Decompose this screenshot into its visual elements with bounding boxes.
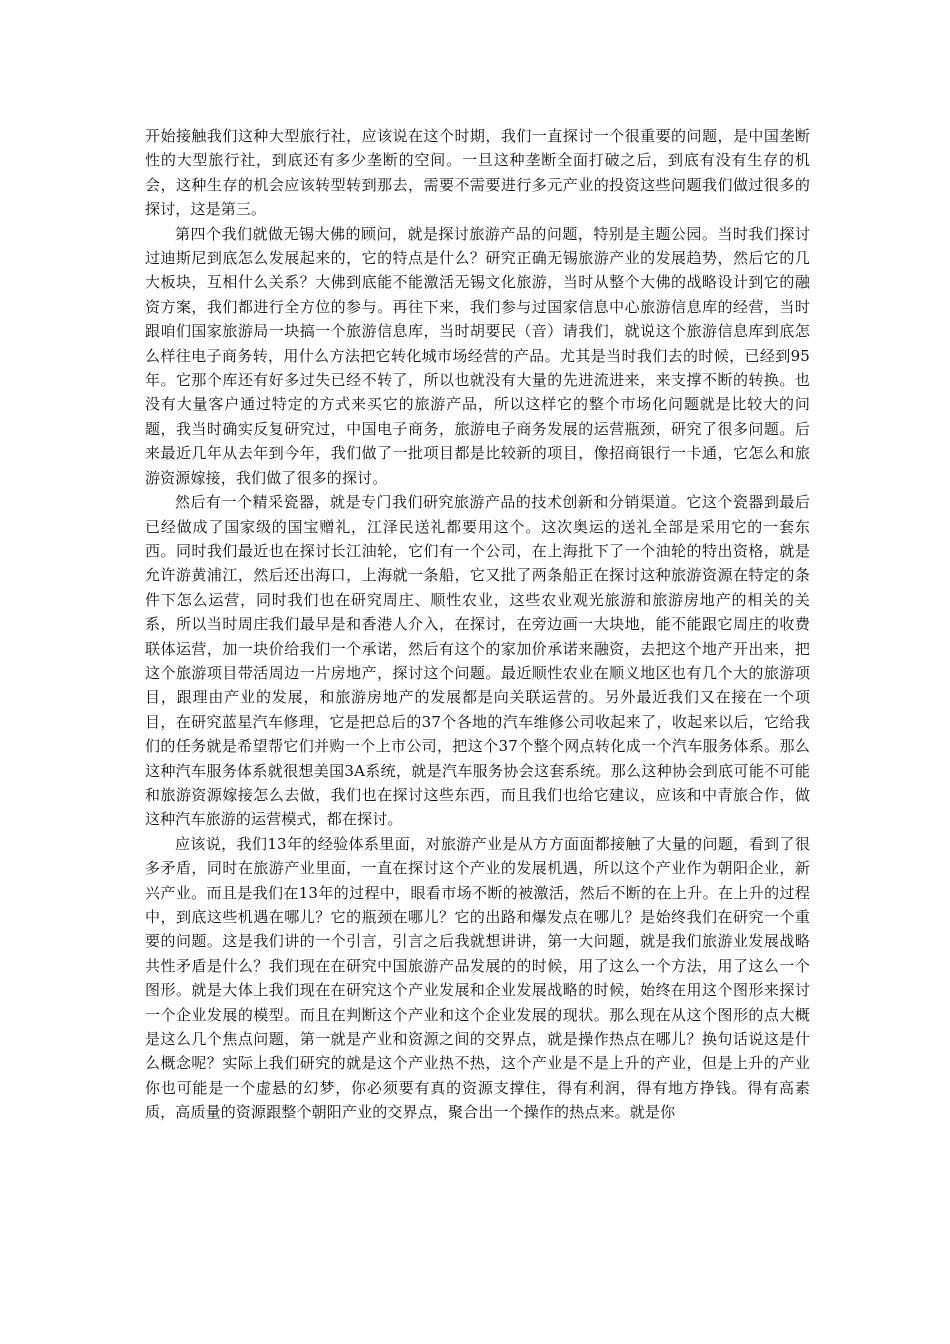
document-body — [145, 124, 810, 1125]
paragraph-3: 然后有一个精采瓷器，就是专门我们研究旅游产品的技术创新和分销渠道。它这个瓷器到最后已经做成了国家级的国宝赠礼，江泽民送礼都要用这个。这次奥运的送礼全部是采用它的一套东西。同时我们最近也在探讨长江油轮，它们有一个公司，在上海批下了一个油轮的特出资格，就是允许游黄浦江，然后还出海口，上海就一条船，它又批了两条船正在探讨这种旅游资源在特定的条件下怎么运营，同时我们也在研究周庄、顺性农业，这些农业观光旅游和旅游房地产的相关的关系，所以当时周庄我们最早是和香港人介入，在探讨，在旁边画一大块地，能不能跟它周庄的收费联体运营，加一块价给我们一个承诺，然后有这个的家加价承诺来融资，去把这个地产开出来，把这个旅游项目带活周边一片房地产，探讨这个问题。最近顺性农业在顺义地区也有几个大的旅游项目，跟理由产业的发展，和旅游房地产的发展都是向关联运营的。另外最近我们又在接在一个项目，在研究蓝星汽车修理，它是把总后的37个各地的汽车维修公司收起来了，收起来以后，它给我们的任务就是希望帮它们并购一个上市公司，把这个37个整个网点转化成一个汽车服务体系。那么这种汽车服务体系就很想美国3A系统，就是汽车服务协会这套系统。那么这种协会到底可能不可能和旅游资源嫁接怎么去做，我们也在探讨这些东西，而且我们也给它建议，应该和中青旅合作，做这种汽车旅游的运营模式，都在探讨。 — [145, 493, 810, 829]
paragraph-4: 应该说，我们13年的经验体系里面，对旅游产业是从方方面面都接触了大量的问题，看到了很多矛盾，同时在旅游产业里面，一直在探讨这个产业的发展机遇，所以这个产业作为朝阳企业，新兴产业。而且是我们在13年的过程中，眼看市场不断的被激活，然后不断的在上升。在上升的过程中，到底这些机遇在哪儿？它的瓶颈在哪儿？它的出路和爆发点在哪儿？是始终我们在研究一个重要的问题。这是我们讲的一个引言，引言之后我就想讲讲，第一大问题，就是我们旅游业发展战略共性矛盾是什么？我们现在在研究中国旅游产品发展的的时候，用了这么一个方法，用了这么一个图形。就是大体上我们现在在研究这个产业发展和企业发展战略的时候，始终在用这个图形来探讨一个企业发展的模型。而且在判断这个产业和这个企业发展的现状。那么现在从这个图形的点大概是这么几个焦点问题，第一就是产业和资源之间的交界点，就是操作热点在哪儿？换句话说这是什么概念呢？实际上我们研究的就是这个产业热不热，这个产业是不是上升的产业，但是上升的产业你也可能是一个虚悬的幻梦，你必须要有真的资源支撑住，得有利润，得有地方挣钱。得有高素质，高质量的资源跟整个朝阳产业的交界点，聚合出一个操作的热点来。就是你 — [145, 834, 810, 1122]
paragraph-1: 开始接触我们这种大型旅行社，应该说在这个时期，我们一直探讨一个很重要的问题，是中国垄断性的大型旅行社，到底还有多少垄断的空间。一旦这种垄断全面打破之后，到底有没有生存的机会，这种生存的机会应该转型转到那去，需要不需要进行多元产业的投资这些问题我们做过很多的探讨，这是第三。 — [145, 127, 810, 219]
paragraph-2: 第四个我们就做无锡大佛的顾问，就是探讨旅游产品的问题，特别是主题公园。当时我们探讨过迪斯尼到底怎么发展起来的，它的特点是什么？研究正确无锡旅游产业的发展趋势，然后它的几大板块，互相什么关系？大佛到底能不能激活无锡文化旅游，当时从整个大佛的战略设计到它的融资方案，我们都进行全方位的参与。再往下来，我们参与过国家信息中心旅游信息库的经营，当时跟咱们国家旅游局一块搞一个旅游信息库，当时胡要民（音）请我们，就说这个旅游信息库到底怎么样往电子商务转，用什么方法把它转化城市场经营的产品。尤其是当时我们去的时候，已经到95年。它那个库还有好多过失已经不转了，所以也就没有大量的先进流进来，来支撑不断的转换。也没有大量客户通过特定的方式来买它的旅游产品，所以这样它的整个市场化问题就是比较大的问题，我当时确实反复研究过，中国电子商务，旅游电子商务发展的运营瓶颈，研究了很多问题。后来最近几年从去年到今年，我们做了一批项目都是比较新的项目，像招商银行一卡通，它怎么和旅游资源嫁接，我们做了很多的探讨。 — [145, 224, 810, 487]
